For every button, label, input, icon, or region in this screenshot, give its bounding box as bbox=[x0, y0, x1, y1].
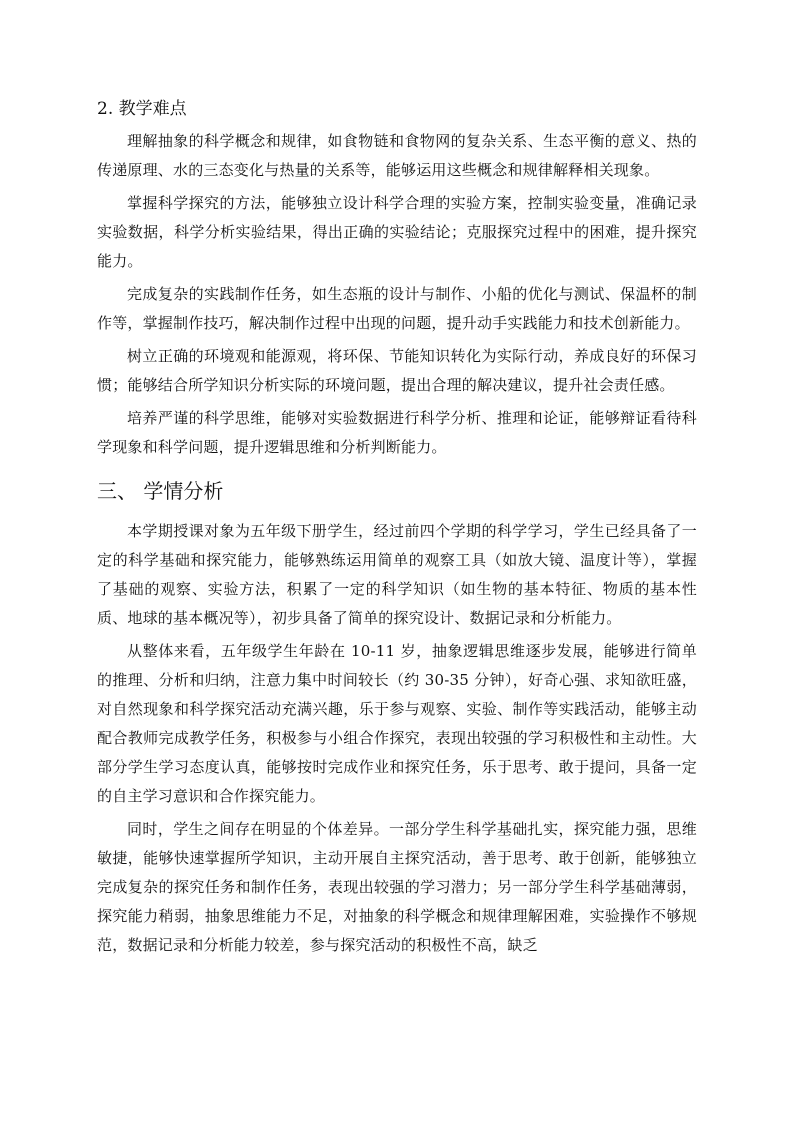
paragraph: 理解抽象的科学概念和规律，如食物链和食物网的复杂关系、生态平衡的意义、热的传递原理、水的三态变化与热量的关系等，能够运用这些概念和规律解释相关现象。 bbox=[97, 132, 697, 179]
paragraph: 掌握科学探究的方法，能够独立设计科学合理的实验方案，控制实验变量，准确记录实验数据，科学分析实验结果，得出正确的实验结论；克服探究过程中的困难，提升探究能力。 bbox=[97, 194, 697, 270]
section-heading-teaching-difficulties: 2. 教学难点 bbox=[97, 99, 187, 119]
page-content bbox=[97, 94, 697, 964]
paragraph: 培养严谨的科学思维，能够对实验数据进行科学分析、推理和论证，能够辩证看待科学现象和科学问题，提升逻辑思维和分析判断能力。 bbox=[97, 409, 697, 456]
paragraph: 本学期授课对象为五年级下册学生，经过前四个学期的科学学习，学生已经具备了一定的科学基础和探究能力，能够熟练运用简单的观察工具（如放大镜、温度计等），掌握了基础的观察、实验方法，积累了一定的科学知识（如生物的基本特征、物质的基本性质、地球的基本概况等），初步具备了简单的探究设计、数据记录和分析能力。 bbox=[97, 522, 697, 627]
paragraph: 同时，学生之间存在明显的个体差异。一部分学生科学基础扎实，探究能力强，思维敏捷，能够快速掌握所学知识，主动开展自主探究活动，善于思考、敢于创新，能够独立完成复杂的探究任务和制作任务，表现出较强的学习潜力；另一部分学生科学基础薄弱，探究能力稍弱，抽象思维能力不足，对抽象的科学概念和规律理解困难，实验操作不够规范，数据记录和分析能力较差，参与探究活动的积极性不高，缺乏 bbox=[97, 820, 697, 954]
paragraph: 树立正确的环境观和能源观，将环保、节能知识转化为实际行动，养成良好的环保习惯；能够结合所学知识分析实际的环境问题，提出合理的解决建议，提升社会责任感。 bbox=[97, 347, 697, 394]
paragraph: 从整体来看，五年级学生年龄在 10-11 岁，抽象逻辑思维逐步发展，能够进行简单的推理、分析和归纳，注意力集中时间较长（约 30-35 分钟），好奇心强、求知欲旺盛，对自然现象和科学探究活动充满兴趣，乐于参与观察、实验、制作等实践活动，能够主动配合教师完成教学任务，积极参与小组合作探究，表现出较强的学习积极性和主动性。大部分学生学习态度认真，能够按时完成作业和探究任务，乐于思考、敢于提问，具备一定的自主学习意识和合作探究能力。 bbox=[97, 642, 697, 805]
paragraph: 完成复杂的实践制作任务，如生态瓶的设计与制作、小船的优化与测试、保温杯的制作等，掌握制作技巧，解决制作过程中出现的问题，提升动手实践能力和技术创新能力。 bbox=[97, 285, 697, 332]
section-heading-learner-analysis: 三、 学情分析 bbox=[97, 479, 224, 503]
